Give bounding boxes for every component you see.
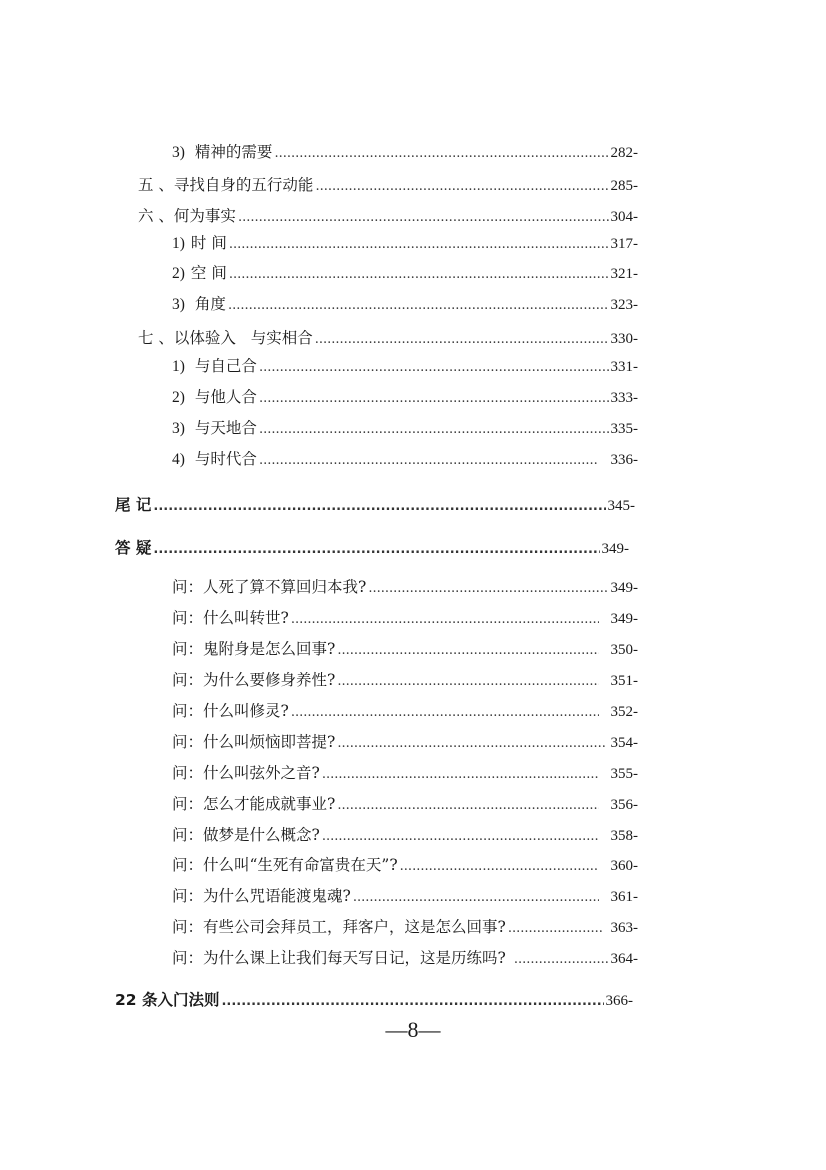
toc-entry [172,886,638,908]
toc-entry-number: 4) [172,451,185,468]
toc-entry-page: 345- [607,498,635,514]
toc-entry-label: 问：为什么咒语能渡鬼魂? [172,887,351,905]
toc-entry [172,763,638,785]
toc-entry-label: 问：什么叫烦恼即菩提? [172,733,336,751]
leader-dots [238,206,609,228]
leader-dots [514,948,609,970]
toc-entry [138,328,638,350]
toc-entry-label: 问：为什么要修身养性? [172,671,336,689]
toc-entry-page: 351- [610,673,638,689]
toc-entry-label: 问：怎么才能成就事业? [172,795,336,813]
toc-entry-label: 问：为什么课上让我们每天写日记，这是历练吗? [172,949,506,967]
toc-entry-label: 空 间 [190,264,227,282]
leader-dots [337,794,598,816]
toc-entry-label: 答 疑 [115,539,152,557]
toc-entry-label: 问：做梦是什么概念? [172,826,320,844]
toc-entry [172,917,638,939]
toc-entry [172,948,638,970]
toc-entry-number: 3) [172,296,185,313]
toc-entry [115,538,629,560]
toc-entry-label: 与自己合 [194,357,257,375]
toc-entry-label: 问：什么叫转世? [172,609,289,627]
leader-dots [322,763,599,785]
toc-entry-page: 363- [610,920,638,936]
toc-entry-page: 350- [610,642,638,658]
toc-entry [172,855,638,877]
toc-entry [115,990,633,1012]
toc-entry-page: 360- [610,858,638,874]
leader-dots [337,670,598,692]
toc-entry-page: 321- [610,266,638,282]
toc-entry-label: 问：鬼附身是怎么回事? [172,640,336,658]
leader-dots [353,886,599,908]
leader-dots [291,608,599,630]
leader-dots [153,538,599,560]
toc-entry [172,449,638,471]
toc-entry-label: 问：什么叫“生死有命富贵在天”? [172,856,398,874]
toc-entry-page: 349- [601,541,629,557]
toc-entry-number: 2) [172,389,185,406]
toc-entry [138,175,638,197]
toc-entry-page: 323- [610,297,638,313]
toc-entry [172,639,638,661]
toc-entry-page: 349- [610,580,638,596]
toc-entry-page: 355- [610,766,638,782]
leader-dots [322,825,599,847]
toc-entry-label: 五 、寻找自身的五行动能 [138,176,314,194]
toc-entry-page: 356- [610,797,638,813]
toc-entry-page: 364- [610,951,638,967]
toc-entry-label: 与天地合 [194,419,257,437]
toc-entry-label: 时 间 [190,234,227,252]
toc-entry-number: 2) [172,265,185,282]
toc-entry-label: 问：有些公司会拜员工，拜客户，这是怎么回事? [172,918,506,936]
toc-entry-label: 22 条入门法则 [115,991,220,1009]
leader-dots [315,328,609,350]
leader-dots [274,142,608,164]
toc-entry [172,794,638,816]
toc-entry [172,356,638,378]
toc-entry-page: 333- [610,390,638,406]
toc-entry-label: 问：什么叫弦外之音? [172,764,320,782]
toc-entry-page: 317- [610,236,638,252]
toc-entry [172,233,638,255]
leader-dots [259,387,609,409]
leader-dots [337,639,598,661]
leader-dots [228,294,609,316]
leader-dots [315,175,608,197]
leader-dots [221,990,603,1012]
toc-entry-page: 354- [610,735,638,751]
toc-entry [172,142,638,164]
toc-entry-label: 七 、以体验入 与实相合 [138,329,313,347]
leader-dots [259,418,609,440]
toc-entry-label: 与他人合 [194,388,257,406]
toc-entry-page: 349- [610,611,638,627]
toc-entry-label: 与时代合 [194,450,257,468]
toc-entry [172,418,638,440]
toc-entry [172,732,638,754]
toc-entry-page: 352- [610,704,638,720]
toc-entry [172,670,638,692]
leader-dots [229,263,609,285]
toc-entry [172,294,638,316]
leader-dots [400,855,599,877]
toc-entry-page: 304- [610,209,638,225]
toc-entry-page: 361- [610,889,638,905]
toc-entry-label: 角度 [194,295,226,313]
leader-dots [337,732,604,754]
toc-entry-page: 366- [605,993,633,1009]
toc-entry-number: 3) [172,144,185,161]
toc-entry-label: 尾 记 [115,496,152,514]
toc-entry [172,263,638,285]
toc-entry-page: 331- [610,359,638,375]
toc-entry [138,206,638,228]
leader-dots [368,577,608,599]
leader-dots [259,449,599,471]
toc-entry [172,387,638,409]
toc-entry [172,577,638,599]
toc-entry [172,825,638,847]
toc-entry-label: 精神的需要 [194,143,273,161]
toc-entry [172,701,638,723]
toc-entry-page: 335- [610,421,638,437]
leader-dots [291,701,599,723]
toc-entry-label: 问：什么叫修灵? [172,702,289,720]
toc-entry-page: 358- [610,828,638,844]
toc-entry-number: 1) [172,235,185,252]
leader-dots [259,356,609,378]
toc-entry-label: 六 、何为事实 [138,207,236,225]
leader-dots [153,495,605,517]
toc-entry [172,608,638,630]
toc-entry-number: 1) [172,358,185,375]
toc-entry-page: 282- [610,145,638,161]
toc-entry-page: 330- [610,331,638,347]
leader-dots [508,917,603,939]
leader-dots [229,233,609,255]
toc-entry-page: 285- [610,178,638,194]
toc-entry-number: 3) [172,420,185,437]
toc-entry-page: 336- [610,452,638,468]
toc-entry-label: 问：人死了算不算回归本我? [172,578,367,596]
toc-entry [115,495,635,517]
page-number: —8— [385,1017,441,1042]
